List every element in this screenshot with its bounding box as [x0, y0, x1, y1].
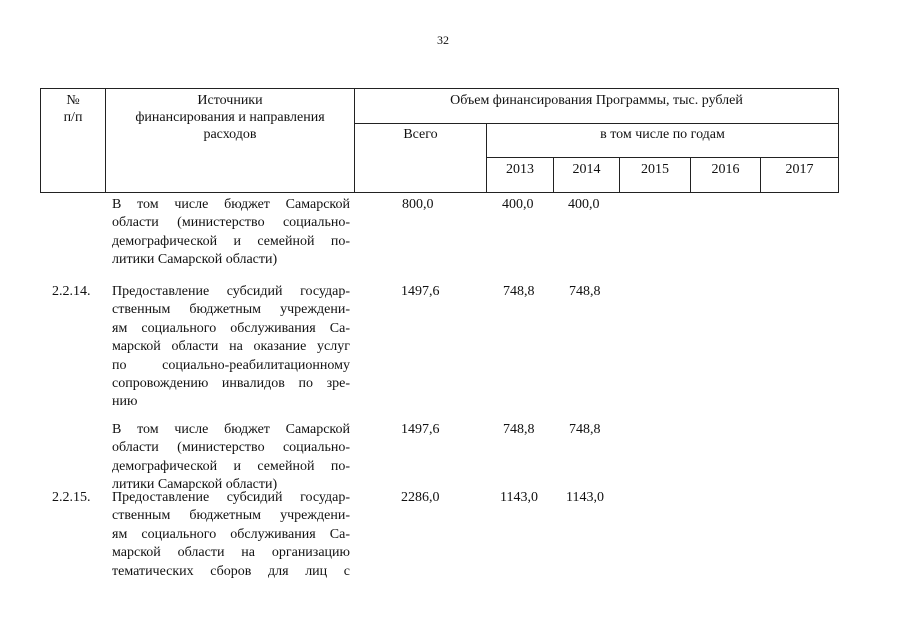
header-col-num: № п/п	[63, 93, 83, 125]
row-total: 800,0	[402, 197, 434, 212]
years-divider	[486, 157, 838, 158]
header-col-total: Всего	[403, 127, 438, 142]
header-col-volume: Объем финансирования Программы, тыс. рублей	[450, 93, 743, 108]
row-2013: 748,8	[503, 422, 535, 437]
row-description: В том числе бюджет Самарской области (министерство социально- демографической и семейной по- литики Самарской области)	[112, 197, 350, 268]
row-2013: 1143,0	[500, 490, 538, 505]
row-2014: 748,8	[569, 284, 601, 299]
row-description: Предоставление субсидий государ- ственным бюджетным учреждени- ям социального обслуживания Са- марской области на оказание услуг по социально-реабилитационному сопровождению инвалидов по зре- нию	[112, 284, 350, 410]
row-total: 2286,0	[401, 490, 440, 505]
row-total: 1497,6	[401, 422, 440, 437]
header-col-sources: Источники финансирования и направления расходов	[135, 93, 325, 142]
row-description: Предоставление субсидий государ- ственным бюджетным учреждени- ям социального обслуживания Са- марской области на организацию тематических сборов для лиц с	[112, 490, 350, 579]
header-col-by-years: в том числе по годам	[600, 127, 725, 142]
header-bottom-border	[40, 192, 838, 193]
right-border	[838, 88, 839, 193]
row-2013: 748,8	[503, 284, 535, 299]
row-2014: 1143,0	[566, 490, 604, 505]
row-description: В том числе бюджет Самарской области (министерство социально- демографической и семейной по- литики Самарской области)	[112, 422, 350, 493]
row-number: 2.2.15.	[52, 490, 91, 505]
header-year-2014: 2014	[572, 162, 601, 177]
header-year-2015: 2015	[641, 162, 669, 177]
header-year-2016: 2016	[711, 162, 740, 177]
header-top-border	[40, 88, 838, 89]
row-2014: 400,0	[568, 197, 600, 212]
row-total: 1497,6	[401, 284, 440, 299]
row-number: 2.2.14.	[52, 284, 91, 299]
header-year-2017: 2017	[785, 162, 814, 177]
header-year-2013: 2013	[506, 162, 534, 177]
page-number: 32	[437, 33, 449, 47]
row-2014: 748,8	[569, 422, 601, 437]
volume-divider	[354, 123, 838, 124]
row-2013: 400,0	[502, 197, 534, 212]
